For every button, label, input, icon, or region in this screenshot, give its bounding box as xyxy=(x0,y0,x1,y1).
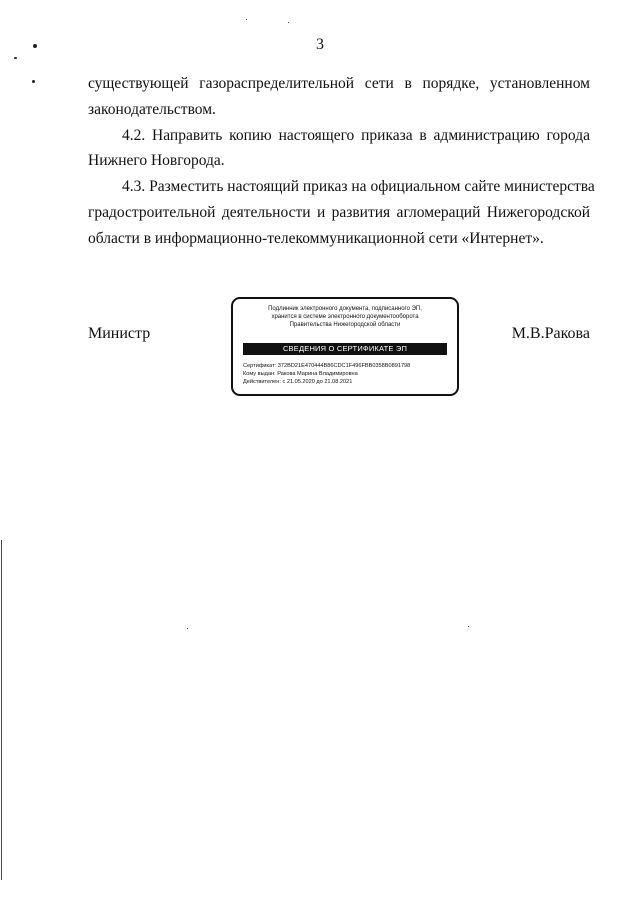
scan-speck xyxy=(14,57,17,59)
paragraph-4-2-line: 4.2. Направить копию настоящего приказа в администрацию города xyxy=(122,127,590,144)
text-line: законодательством. xyxy=(88,101,216,118)
signer-title: Министр xyxy=(88,325,151,342)
stamp-banner: СВЕДЕНИЯ О СЕРТИФИКАТЕ ЭП xyxy=(243,343,447,355)
stamp-header-line: хранится в системе электронного документооборота xyxy=(271,314,419,320)
scan-speck xyxy=(468,626,469,627)
scan-speck xyxy=(187,628,188,629)
text-line: существующей газораспределительной сети в порядке, установленном xyxy=(88,75,590,92)
paragraph-4-3-line: градостроительной деятельности и развития агломераций Нижегородской xyxy=(88,204,590,221)
signer-name: М.В.Ракова xyxy=(511,325,590,342)
scan-speck xyxy=(246,19,247,20)
certificate-value: 372BD21E470444B86CDC1F496FBB0358B0891798 xyxy=(277,363,411,369)
validity-row xyxy=(243,379,352,386)
stamp-header xyxy=(233,305,457,329)
scan-speck xyxy=(288,22,289,23)
certificate-row xyxy=(243,363,410,370)
paragraph-4-3-line: области в информационно-телекоммуникационной сети «Интернет». xyxy=(88,230,544,247)
scan-margin-line xyxy=(1,540,2,880)
owner-value: Ракова Марина Владимировна xyxy=(277,371,358,377)
certificate-label: Сертификат: xyxy=(243,363,277,369)
owner-label: Кому выдан: xyxy=(243,371,276,377)
validity-value: с 21.05.2020 до 21.08.2021 xyxy=(282,379,353,385)
electronic-signature-stamp xyxy=(231,297,459,396)
page-number: 3 xyxy=(316,36,324,53)
validity-label: Действителен: xyxy=(243,379,281,385)
stamp-header-line: Правительства Нижегородской области xyxy=(289,322,401,328)
stamp-header-line: Подлинник электронного документа, подписанного ЭП, xyxy=(268,306,422,312)
owner-row xyxy=(243,371,358,378)
paragraph-4-2-line: Нижнего Новгорода. xyxy=(88,152,225,169)
paragraph-4-3-line: 4.3. Разместить настоящий приказ на официальном сайте министерства xyxy=(122,178,595,195)
scan-speck xyxy=(33,44,37,48)
scan-speck xyxy=(32,80,35,83)
